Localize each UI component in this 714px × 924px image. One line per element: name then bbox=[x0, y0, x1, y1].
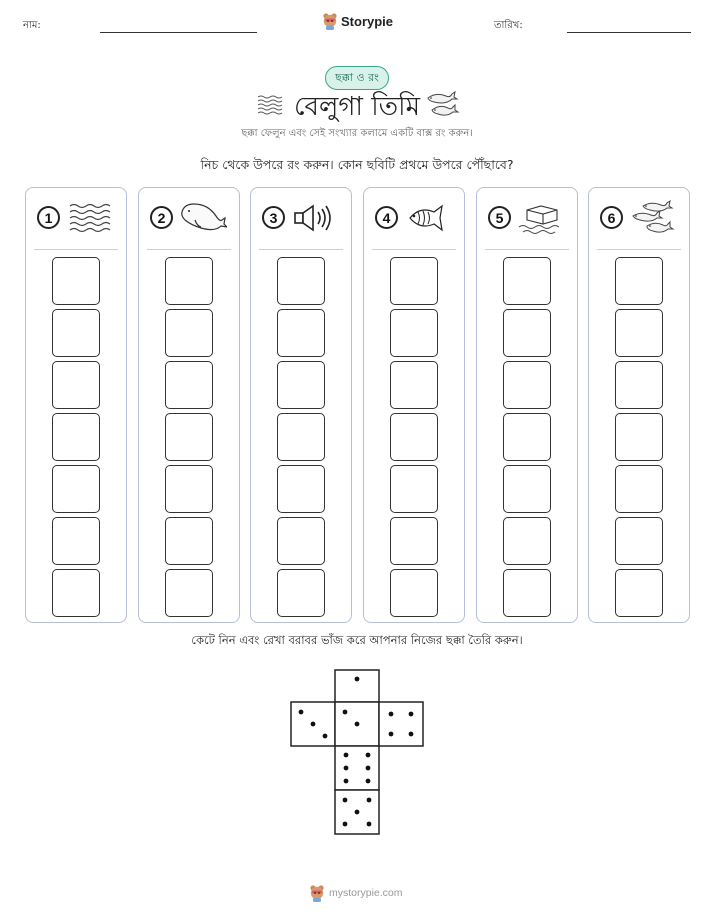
color-box[interactable] bbox=[390, 465, 438, 513]
beluga-whale-icon bbox=[179, 200, 227, 236]
color-box[interactable] bbox=[503, 257, 551, 305]
arctic-water-icon bbox=[66, 200, 114, 236]
column-divider bbox=[372, 249, 456, 250]
color-box[interactable] bbox=[165, 309, 213, 357]
color-box[interactable] bbox=[390, 361, 438, 409]
color-box[interactable] bbox=[52, 465, 100, 513]
color-box[interactable] bbox=[52, 361, 100, 409]
color-box[interactable] bbox=[503, 569, 551, 617]
color-box[interactable] bbox=[390, 309, 438, 357]
color-box[interactable] bbox=[503, 309, 551, 357]
worksheet-title: বেলুগা তিমি bbox=[293, 92, 421, 122]
color-box[interactable] bbox=[165, 569, 213, 617]
column-number: 2 bbox=[150, 206, 173, 229]
column-divider bbox=[34, 249, 118, 250]
column-number: 5 bbox=[488, 206, 511, 229]
color-box[interactable] bbox=[165, 257, 213, 305]
color-box[interactable] bbox=[277, 309, 325, 357]
color-box[interactable] bbox=[52, 413, 100, 461]
column-2 bbox=[138, 187, 240, 623]
color-box[interactable] bbox=[277, 257, 325, 305]
column-divider bbox=[259, 249, 343, 250]
speaker-sound-icon bbox=[291, 200, 339, 236]
beluga-pod-icon bbox=[629, 200, 677, 236]
color-box[interactable] bbox=[615, 569, 663, 617]
color-box[interactable] bbox=[52, 309, 100, 357]
color-box[interactable] bbox=[615, 309, 663, 357]
color-box[interactable] bbox=[52, 569, 100, 617]
color-box[interactable] bbox=[390, 517, 438, 565]
column-6 bbox=[588, 187, 690, 623]
color-box[interactable] bbox=[165, 361, 213, 409]
date-label: তারিখ: bbox=[494, 20, 523, 31]
column-divider bbox=[597, 249, 681, 250]
color-box[interactable] bbox=[165, 413, 213, 461]
color-box[interactable] bbox=[277, 517, 325, 565]
cut-fold-instructions: কেটে নিন এবং রেখা বরাবর ভাঁজ করে আপনার নিজের ছক্কা তৈরি করুন। bbox=[191, 633, 523, 647]
column-number: 1 bbox=[37, 206, 60, 229]
color-box[interactable] bbox=[52, 517, 100, 565]
column-number: 6 bbox=[600, 206, 623, 229]
dice-face-top bbox=[335, 670, 379, 702]
color-box[interactable] bbox=[277, 465, 325, 513]
column-1 bbox=[25, 187, 127, 623]
footer bbox=[309, 884, 403, 902]
color-box[interactable] bbox=[390, 413, 438, 461]
column-divider bbox=[147, 249, 231, 250]
color-box[interactable] bbox=[503, 517, 551, 565]
color-box[interactable] bbox=[277, 413, 325, 461]
storypie-mascot-footer-icon bbox=[309, 884, 325, 902]
color-box[interactable] bbox=[615, 465, 663, 513]
ice-floe-icon bbox=[517, 200, 565, 236]
color-box[interactable] bbox=[615, 517, 663, 565]
dice-net[interactable] bbox=[290, 669, 424, 837]
color-box[interactable] bbox=[52, 257, 100, 305]
name-label: নাম: bbox=[23, 20, 41, 31]
dice-face-right bbox=[379, 702, 423, 746]
dice-and-color-pill: ছক্কা ও রং bbox=[325, 66, 389, 90]
footer-url[interactable]: mystorypie.com bbox=[329, 887, 403, 899]
subtitle-instructions: ছক্কা ফেলুন এবং সেই সংখ্যার কলামে একটি বাক্স রং করুন। bbox=[241, 128, 473, 139]
color-box[interactable] bbox=[390, 257, 438, 305]
column-number: 3 bbox=[262, 206, 285, 229]
dice-face-lower bbox=[335, 746, 379, 790]
column-divider bbox=[485, 249, 569, 250]
color-box[interactable] bbox=[615, 361, 663, 409]
column-number: 4 bbox=[375, 206, 398, 229]
color-box[interactable] bbox=[503, 413, 551, 461]
date-line[interactable] bbox=[567, 32, 691, 33]
storypie-mascot-icon bbox=[322, 12, 338, 30]
race-question: নিচ থেকে উপরে রং করুন। কোন ছবিটি প্রথমে উপরে পৌঁছাবে? bbox=[200, 157, 514, 172]
beluga-pod-title-icon bbox=[424, 90, 460, 120]
column-5 bbox=[476, 187, 578, 623]
fish-icon bbox=[404, 200, 452, 236]
name-line[interactable] bbox=[100, 32, 257, 33]
color-box[interactable] bbox=[390, 569, 438, 617]
color-box[interactable] bbox=[165, 517, 213, 565]
color-box[interactable] bbox=[503, 361, 551, 409]
column-4 bbox=[363, 187, 465, 623]
color-box[interactable] bbox=[165, 465, 213, 513]
color-box[interactable] bbox=[277, 361, 325, 409]
color-box[interactable] bbox=[615, 257, 663, 305]
color-box[interactable] bbox=[615, 413, 663, 461]
column-3 bbox=[250, 187, 352, 623]
brand-name: Storypie bbox=[341, 13, 394, 29]
color-box[interactable] bbox=[277, 569, 325, 617]
color-box[interactable] bbox=[503, 465, 551, 513]
brand-logo bbox=[322, 12, 393, 30]
